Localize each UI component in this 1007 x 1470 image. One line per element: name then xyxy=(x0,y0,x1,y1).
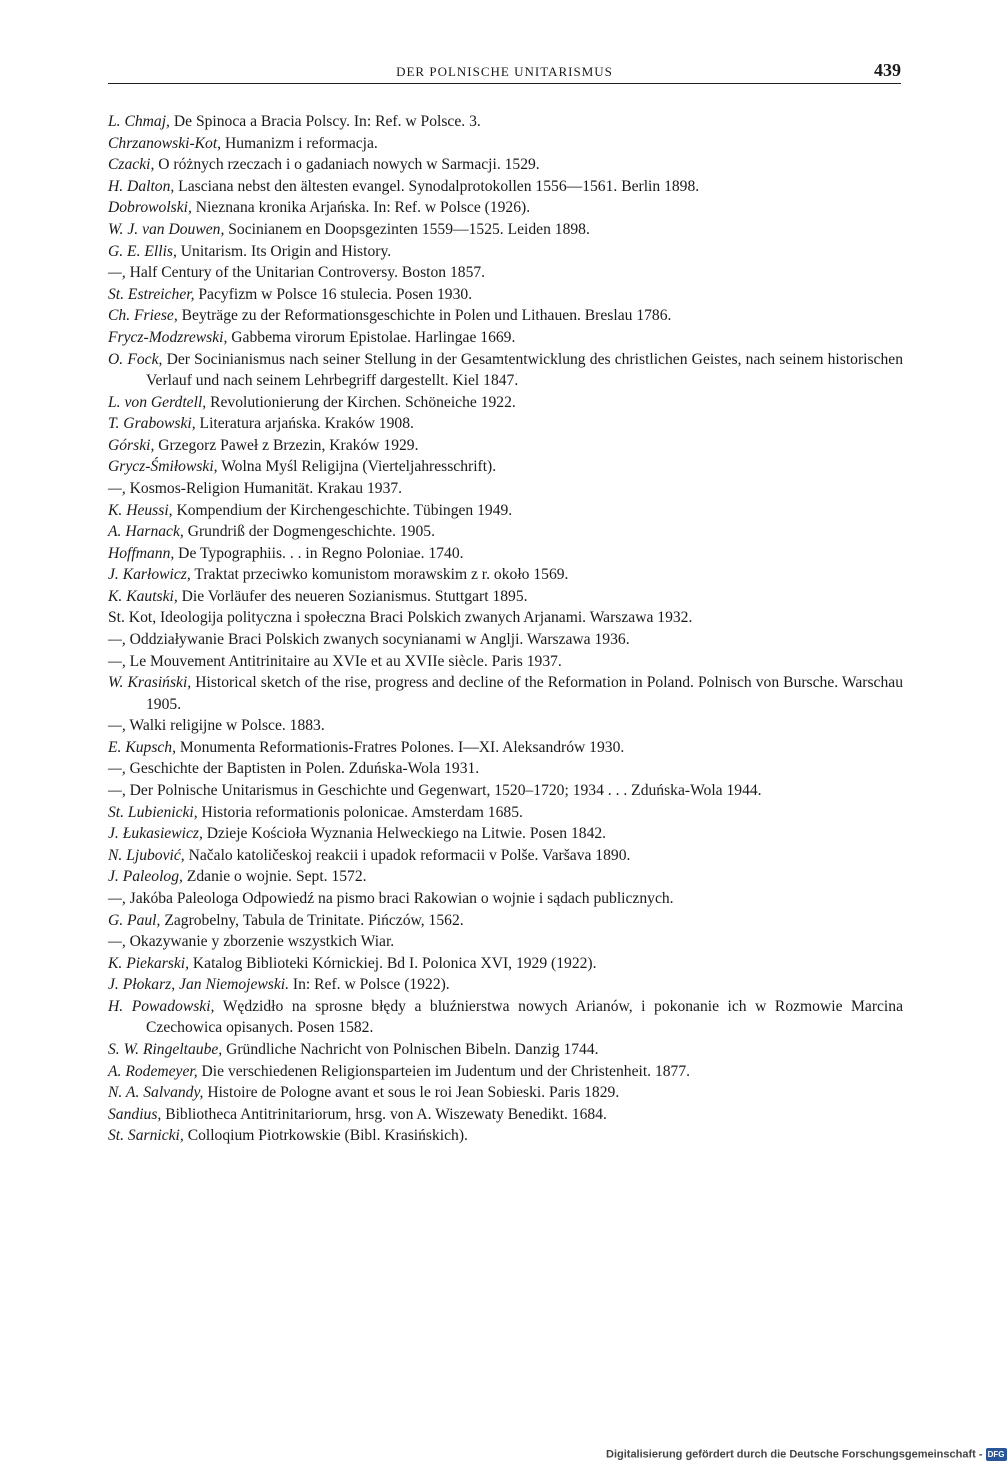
entry-text: Histoire de Pologne avant et sous le roi Jean Sobieski. Paris 1829. xyxy=(203,1084,620,1102)
entry-text: Humanizm i reformacja. xyxy=(221,134,378,152)
entry-author: Frycz-Modzrewski, xyxy=(108,328,228,346)
entry-text: Geschichte der Baptisten in Polen. Zduńska-Wola 1931. xyxy=(125,760,480,778)
bibliography-entry xyxy=(108,543,903,564)
entry-text: Half Century of the Unitarian Controversy. Boston 1857. xyxy=(125,264,486,282)
entry-text: Okazywanie y zborzenie wszystkich Wiar. xyxy=(125,933,395,951)
entry-author: G. Paul, xyxy=(108,911,161,929)
footer xyxy=(606,1448,1007,1466)
entry-author: Chrzanowski-Kot, xyxy=(108,134,222,152)
entry-text: O różnych rzeczach i o gadaniach nowych w Sarmacji. 1529. xyxy=(154,156,540,174)
bibliography-entry xyxy=(108,241,903,262)
entry-author: T. Grabowski, xyxy=(108,415,196,433)
entry-author: —, xyxy=(108,890,126,907)
entry-author: —, xyxy=(108,760,126,778)
entry-author: Sandius, xyxy=(108,1105,162,1123)
entry-text: Unitarism. Its Origin and History. xyxy=(176,242,392,260)
entry-author: Hoffmann, xyxy=(108,544,175,562)
entry-author: —, xyxy=(108,717,126,735)
bibliography-entry xyxy=(108,996,903,1039)
entry-author: St. Estreicher, xyxy=(108,285,195,303)
bibliography-entry xyxy=(108,500,903,521)
entry-text: Wolna Myśl Religijna (Vierteljahresschrift). xyxy=(217,458,497,476)
bibliography-entry xyxy=(108,758,903,779)
dfg-logo: DFG xyxy=(986,1448,1007,1461)
entry-author: J. Paleolog, xyxy=(108,868,183,886)
bibliography-entry xyxy=(108,349,903,392)
entry-text: De Spinoca a Bracia Polscy. In: Ref. w Polsce. 3. xyxy=(169,113,481,130)
entry-author: Grycz-Śmiłowski, xyxy=(108,458,218,476)
entry-text: Načalo katoličeskoj reakcii i upadok reformacii v Polše. Varšava 1890. xyxy=(184,846,631,864)
page-number: 439 xyxy=(874,60,901,80)
entry-author: L. von Gerdtell, xyxy=(108,393,207,411)
entry-author: N. A. Salvandy, xyxy=(108,1084,204,1102)
entry-author: —, xyxy=(108,264,126,282)
entry-author: W. J. van Douwen, xyxy=(108,220,225,238)
bibliography-entry xyxy=(108,327,903,348)
entry-author: O. Fock, xyxy=(108,350,163,368)
page-header xyxy=(108,58,901,84)
entry-text: Beyträge zu der Reformationsgeschichte in Polen und Lithauen. Breslau 1786. xyxy=(177,307,672,325)
bibliography-entry xyxy=(108,478,903,499)
entry-text: Historical sketch of the rise, progress and decline of the Reformation in Poland. Polnisch von Bursche. Warschau 1905. xyxy=(146,674,903,713)
entry-author: J. Karłowicz, xyxy=(108,566,191,584)
entry-author: W. Krasiński, xyxy=(108,674,192,692)
bibliography-entry xyxy=(108,780,903,801)
entry-text: Die Vorläufer des neueren Sozianismus. Stuttgart 1895. xyxy=(177,587,528,605)
entry-text: Dzieje Kościoła Wyznania Helweckiego na Litwie. Posen 1842. xyxy=(202,825,607,843)
entry-text: Le Mouvement Antitrinitaire au XVIe et au XVIIe siècle. Paris 1937. xyxy=(125,652,562,670)
entry-author: Górski, xyxy=(108,436,155,454)
entry-text: Historia reformationis polonicae. Amsterdam 1685. xyxy=(197,803,523,821)
entry-text: Der Socinianismus nach seiner Stellung in der Gesamtentwicklung des christlichen Geistes, nach seinem historischen Verlauf und nach seinem Lehrbegriff dargestellt. Kiel 1847. xyxy=(146,350,903,389)
entry-author: J. Łukasiewicz, xyxy=(108,825,203,843)
entry-text: Grundriß der Dogmengeschichte. 1905. xyxy=(183,523,435,541)
entry-text: De Typographiis. . . in Regno Poloniae. 1740. xyxy=(174,544,464,562)
entry-author: Ch. Friese, xyxy=(108,307,178,325)
bibliography-entry xyxy=(108,154,903,175)
bibliography-entry xyxy=(108,845,903,866)
entry-author: Dobrowolski, xyxy=(108,199,192,217)
entry-author: H. Dalton, xyxy=(108,177,175,195)
entry-text: In: Ref. w Polsce (1922). xyxy=(289,976,450,994)
bibliography-entry xyxy=(108,910,903,931)
entry-author: E. Kupsch, xyxy=(108,738,177,756)
entry-author: —, xyxy=(108,479,126,497)
bibliography-entry xyxy=(108,564,903,585)
bibliography-entry xyxy=(108,586,903,607)
entry-author: J. Płokarz, Jan Niemojewski. xyxy=(108,976,290,994)
entry-author: St. Lubienicki, xyxy=(108,803,198,821)
bibliography-entry xyxy=(108,802,903,823)
entry-author: N. Ljubović, xyxy=(108,846,185,864)
entry-text: Der Polnische Unitarismus in Geschichte und Gegenwart, 1520–1720; 1934 . . . Zduńska-Wola 1944. xyxy=(125,782,762,800)
entry-text: Nieznana kronika Arjańska. In: Ref. w Polsce (1926). xyxy=(191,199,531,217)
bibliography-entry xyxy=(108,953,903,974)
entry-author: L. Chmaj, xyxy=(108,113,170,130)
entry-text: Grzegorz Paweł z Brzezin, Kraków 1929. xyxy=(154,436,419,454)
bibliography-entry xyxy=(108,1082,903,1103)
bibliography-entry xyxy=(108,672,903,715)
bibliography-entry xyxy=(108,456,903,477)
entry-text: Revolutionierung der Kirchen. Schöneiche 1922. xyxy=(206,393,516,411)
entry-author: G. E. Ellis, xyxy=(108,242,177,260)
entry-author: H. Powadowski, xyxy=(108,997,215,1015)
bibliography-entry xyxy=(108,413,903,434)
entry-text: Bibliotheca Antitrinitariorum, hrsg. von A. Wiszewaty Benedikt. 1684. xyxy=(161,1105,607,1123)
bibliography-entry xyxy=(108,305,903,326)
entry-text: Literatura arjańska. Kraków 1908. xyxy=(195,415,414,433)
entry-author: —, xyxy=(108,933,126,951)
entry-text: Lasciana nebst den ältesten evangel. Synodalprotokollen 1556—1561. Berlin 1898. xyxy=(174,177,700,195)
entry-author: —, xyxy=(108,652,126,670)
bibliography-entry xyxy=(108,715,903,736)
bibliography-entry xyxy=(108,607,903,628)
entry-text: Oddziaływanie Braci Polskich zwanych socynianami w Anglji. Warszawa 1936. xyxy=(125,631,630,649)
entry-text: Zdanie o wojnie. Sept. 1572. xyxy=(182,868,367,886)
entry-author: A. Rodemeyer, xyxy=(108,1062,198,1080)
bibliography-list xyxy=(108,111,903,1147)
bibliography-entry xyxy=(108,111,903,132)
bibliography-entry xyxy=(108,651,903,672)
entry-text: Traktat przeciwko komunistom morawskim z r. około 1569. xyxy=(190,566,569,584)
entry-text: Gründliche Nachricht von Polnischen Bibeln. Danzig 1744. xyxy=(222,1040,599,1058)
bibliography-entry xyxy=(108,197,903,218)
entry-text: St. Kot, Ideologija polityczna i społeczna Braci Polskich zwanych Arjanami. Warszawa 1932. xyxy=(108,609,693,627)
entry-text: Monumenta Reformationis-Fratres Polones. I—XI. Aleksandrów 1930. xyxy=(176,738,625,756)
entry-text: Die verschiedenen Religionsparteien im Judentum und der Christenheit. 1877. xyxy=(197,1062,691,1080)
entry-text: Colloqium Piotrkowskie (Bibl. Krasińskich). xyxy=(183,1127,468,1145)
bibliography-entry xyxy=(108,823,903,844)
bibliography-entry xyxy=(108,629,903,650)
bibliography-entry xyxy=(108,1039,903,1060)
entry-text: Walki religijne w Polsce. 1883. xyxy=(125,717,325,735)
entry-text: Pacyfizm w Polsce 16 stulecia. Posen 1930. xyxy=(194,285,473,303)
entry-text: Gabbema virorum Epistolae. Harlingae 1669. xyxy=(227,328,516,346)
bibliography-entry xyxy=(108,176,903,197)
footer-text: Digitalisierung gefördert durch die Deutsche Forschungsgemeinschaft - xyxy=(606,1448,983,1461)
bibliography-entry xyxy=(108,392,903,413)
entry-author: —, xyxy=(108,631,126,649)
bibliography-entry xyxy=(108,1125,903,1146)
entry-text: Zagrobelny, Tabula de Trinitate. Pińczów, 1562. xyxy=(160,911,464,929)
entry-text: Katalog Biblioteki Kórnickiej. Bd I. Polonica XVI, 1929 (1922). xyxy=(188,954,597,972)
header-rule xyxy=(108,83,901,84)
bibliography-entry xyxy=(108,219,903,240)
bibliography-entry xyxy=(108,888,903,909)
entry-text: Kompendium der Kirchengeschichte. Tübingen 1949. xyxy=(172,501,513,519)
entry-author: Czacki, xyxy=(108,156,155,174)
entry-author: K. Kautski, xyxy=(108,587,178,605)
bibliography-entry xyxy=(108,737,903,758)
entry-author: S. W. Ringeltaube, xyxy=(108,1040,223,1058)
bibliography-entry xyxy=(108,133,903,154)
bibliography-entry xyxy=(108,262,903,283)
entry-author: K. Piekarski, xyxy=(108,954,189,972)
bibliography-entry xyxy=(108,974,903,995)
running-title: DER POLNISCHE UNITARISMUS xyxy=(396,64,613,79)
entry-author: St. Sarnicki, xyxy=(108,1127,184,1145)
entry-author: A. Harnack, xyxy=(108,523,184,541)
bibliography-entry xyxy=(108,1061,903,1082)
entry-text: Wędzidło na sprosne błędy a bluźnierstwa nowych Arianów, i pokonanie ich w Rozmowie Marcina Czechowica opisanych. Posen 1582. xyxy=(146,997,903,1037)
bibliography-entry xyxy=(108,866,903,887)
entry-text: Kosmos-Religion Humanität. Krakau 1937. xyxy=(125,479,403,497)
bibliography-entry xyxy=(108,521,903,542)
bibliography-entry xyxy=(108,284,903,305)
bibliography-entry xyxy=(108,435,903,456)
entry-text: Jakóba Paleologa Odpowiedź na pismo braci Rakowian o wojnie i sądach publicznych. xyxy=(125,890,674,907)
entry-author: K. Heussi, xyxy=(108,501,173,519)
bibliography-entry xyxy=(108,1104,903,1125)
entry-text: Socinianem en Doopsgezinten 1559—1525. Leiden 1898. xyxy=(224,220,590,238)
entry-author: —, xyxy=(108,782,126,800)
bibliography-entry xyxy=(108,931,903,952)
